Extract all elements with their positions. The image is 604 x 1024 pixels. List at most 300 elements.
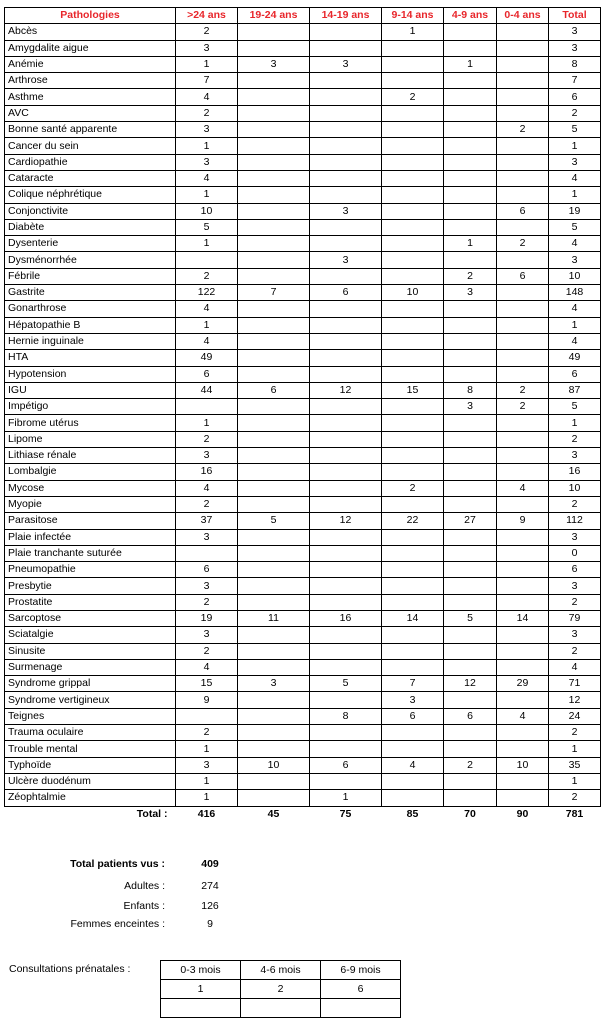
table-row (5, 529, 601, 545)
table-cell (310, 562, 382, 578)
prenatal-value-0-3: 1 (161, 980, 241, 999)
summary-patients-label: Total patients vus : (70, 858, 165, 870)
table-cell (310, 89, 382, 105)
table-cell (310, 122, 382, 138)
table-row (5, 480, 601, 496)
table-cell (497, 301, 549, 317)
table-cell: 0 (549, 545, 601, 561)
summary-enfants-row (0, 897, 604, 915)
table-cell (310, 594, 382, 610)
table-cell: 3 (549, 24, 601, 40)
total-label: Total : (136, 807, 168, 820)
pathology-name: Plaie infectée (5, 529, 176, 545)
table-row (5, 317, 601, 333)
table-cell (310, 105, 382, 121)
table-cell (497, 154, 549, 170)
table-cell: 10 (549, 480, 601, 496)
pathology-name: IGU (5, 382, 176, 398)
table-cell (382, 773, 444, 789)
table-row (5, 676, 601, 692)
pathology-name: Dysenterie (5, 236, 176, 252)
pathology-name: Lombalgie (5, 464, 176, 480)
table-cell (310, 219, 382, 235)
table-cell (444, 301, 497, 317)
table-cell (444, 24, 497, 40)
table-row (5, 24, 601, 40)
table-cell (444, 545, 497, 561)
table-cell (444, 448, 497, 464)
table-cell (238, 219, 310, 235)
table-cell: 6 (549, 89, 601, 105)
pathology-name: Gastrite (5, 285, 176, 301)
pathology-name: Trauma oculaire (5, 725, 176, 741)
table-cell: 24 (549, 708, 601, 724)
pathology-name: Presbytie (5, 578, 176, 594)
table-cell (382, 529, 444, 545)
table-cell (238, 301, 310, 317)
table-cell: 16 (176, 464, 238, 480)
table-cell (382, 415, 444, 431)
table-cell (238, 399, 310, 415)
table-cell: 6 (497, 268, 549, 284)
pathology-name: Parasitose (5, 513, 176, 529)
table-cell: 29 (497, 676, 549, 692)
table-row (5, 496, 601, 512)
table-cell (238, 708, 310, 724)
table-cell: 71 (549, 676, 601, 692)
table-cell (310, 529, 382, 545)
table-cell (310, 350, 382, 366)
table-cell (238, 366, 310, 382)
pathology-name: Arthrose (5, 73, 176, 89)
table-cell: 2 (497, 399, 549, 415)
table-cell (497, 350, 549, 366)
table-row (5, 708, 601, 724)
table-cell (444, 154, 497, 170)
table-cell (497, 285, 549, 301)
table-cell (444, 187, 497, 203)
table-cell (382, 187, 444, 203)
table-cell: 37 (176, 513, 238, 529)
table-cell: 1 (176, 236, 238, 252)
table-cell: 10 (497, 757, 549, 773)
pathology-name: Amygdalite aigue (5, 40, 176, 56)
table-row (5, 513, 601, 529)
table-cell (382, 268, 444, 284)
table-cell (497, 252, 549, 268)
pathology-name: Fibrome utérus (5, 415, 176, 431)
table-cell (382, 496, 444, 512)
table-cell: 5 (310, 676, 382, 692)
table-cell: 2 (549, 725, 601, 741)
table-cell: 19 (549, 203, 601, 219)
table-cell (382, 73, 444, 89)
table-cell (310, 268, 382, 284)
table-cell (497, 562, 549, 578)
table-row (5, 301, 601, 317)
table-cell (497, 73, 549, 89)
table-cell (382, 252, 444, 268)
pathology-name: Myopie (5, 496, 176, 512)
table-cell (382, 40, 444, 56)
table-cell: 3 (176, 627, 238, 643)
table-cell (238, 187, 310, 203)
table-cell (444, 529, 497, 545)
table-cell (310, 496, 382, 512)
table-cell: 1 (549, 415, 601, 431)
header-age-4-9: 4-9 ans (444, 8, 497, 24)
table-row (5, 252, 601, 268)
table-cell (238, 659, 310, 675)
table-cell (497, 529, 549, 545)
table-cell: 4 (497, 708, 549, 724)
table-cell: 4 (382, 757, 444, 773)
table-cell: 10 (176, 203, 238, 219)
table-cell (444, 562, 497, 578)
table-cell (310, 333, 382, 349)
table-cell: 4 (497, 480, 549, 496)
table-cell: 3 (549, 627, 601, 643)
table-cell (310, 170, 382, 186)
pathology-name: Mycose (5, 480, 176, 496)
table-cell: 2 (176, 105, 238, 121)
table-row (5, 545, 601, 561)
pathologies-body (5, 24, 601, 806)
table-cell (382, 56, 444, 72)
table-cell: 1 (176, 317, 238, 333)
table-cell: 8 (549, 56, 601, 72)
pathology-name: Gonarthrose (5, 301, 176, 317)
table-cell (382, 725, 444, 741)
table-cell: 2 (176, 24, 238, 40)
prenatal-empty-cell (161, 999, 241, 1018)
summary-femmes-value: 9 (207, 918, 213, 930)
pathology-name: Ulcère duodénum (5, 773, 176, 789)
table-row (5, 56, 601, 72)
table-cell (444, 480, 497, 496)
table-cell: 4 (176, 170, 238, 186)
table-cell: 5 (549, 399, 601, 415)
table-cell (382, 154, 444, 170)
table-cell (444, 464, 497, 480)
table-cell (238, 725, 310, 741)
table-row (5, 187, 601, 203)
table-cell (382, 122, 444, 138)
table-cell: 16 (549, 464, 601, 480)
summary-adultes-label: Adultes : (124, 880, 165, 892)
table-cell: 1 (176, 138, 238, 154)
table-cell: 44 (176, 382, 238, 398)
table-cell (176, 545, 238, 561)
table-row (5, 659, 601, 675)
table-cell (497, 56, 549, 72)
table-cell: 3 (176, 529, 238, 545)
table-cell (310, 773, 382, 789)
table-cell (238, 496, 310, 512)
table-cell (497, 790, 549, 806)
table-cell: 2 (549, 105, 601, 121)
table-cell (310, 627, 382, 643)
table-cell (238, 562, 310, 578)
table-cell: 1 (444, 56, 497, 72)
table-cell: 2 (549, 594, 601, 610)
table-cell (444, 773, 497, 789)
prenatal-header-row (161, 961, 401, 980)
table-cell (444, 659, 497, 675)
pathology-name: Colique néphrétique (5, 187, 176, 203)
table-cell (444, 578, 497, 594)
table-cell: 6 (382, 708, 444, 724)
table-cell (310, 301, 382, 317)
table-cell (444, 627, 497, 643)
table-row (5, 610, 601, 626)
summary-patients-row (0, 855, 604, 873)
table-row (5, 154, 601, 170)
table-cell (382, 741, 444, 757)
table-row (5, 350, 601, 366)
table-cell (310, 659, 382, 675)
table-cell (444, 431, 497, 447)
table-cell (310, 138, 382, 154)
pathology-name: Teignes (5, 708, 176, 724)
pathology-name: Sinusite (5, 643, 176, 659)
table-cell: 8 (310, 708, 382, 724)
table-cell (238, 317, 310, 333)
table-cell: 19 (176, 610, 238, 626)
table-cell (497, 773, 549, 789)
table-cell: 2 (444, 757, 497, 773)
table-cell (238, 105, 310, 121)
table-cell: 1 (382, 24, 444, 40)
table-cell (497, 448, 549, 464)
table-cell: 3 (176, 757, 238, 773)
table-cell (238, 73, 310, 89)
table-row (5, 122, 601, 138)
table-cell (444, 170, 497, 186)
table-row (5, 366, 601, 382)
table-cell (310, 236, 382, 252)
table-cell: 7 (382, 676, 444, 692)
pathology-name: Hypotension (5, 366, 176, 382)
table-cell: 3 (310, 56, 382, 72)
table-cell: 10 (549, 268, 601, 284)
table-cell (238, 431, 310, 447)
table-cell: 7 (176, 73, 238, 89)
table-cell (310, 725, 382, 741)
total-row (5, 806, 601, 822)
table-cell (382, 105, 444, 121)
table-cell: 3 (549, 154, 601, 170)
table-cell: 3 (310, 203, 382, 219)
table-cell: 14 (497, 610, 549, 626)
table-cell (238, 692, 310, 708)
table-cell (382, 301, 444, 317)
pathology-name: Syndrome grippal (5, 676, 176, 692)
table-cell: 4 (176, 89, 238, 105)
table-cell: 3 (549, 448, 601, 464)
table-cell: 3 (176, 448, 238, 464)
pathology-name: Prostatite (5, 594, 176, 610)
table-cell: 4 (176, 659, 238, 675)
table-cell: 8 (444, 382, 497, 398)
table-cell (310, 741, 382, 757)
pathology-name: Diabète (5, 219, 176, 235)
table-cell: 3 (310, 252, 382, 268)
table-cell: 2 (176, 496, 238, 512)
table-cell: 6 (310, 285, 382, 301)
table-row (5, 170, 601, 186)
table-row (5, 219, 601, 235)
table-row (5, 236, 601, 252)
prenatal-value-6-9: 6 (321, 980, 401, 999)
table-cell: 5 (549, 122, 601, 138)
total-cell: 416 (197, 807, 216, 820)
table-row (5, 757, 601, 773)
table-cell (382, 578, 444, 594)
table-row (5, 89, 601, 105)
table-cell (238, 252, 310, 268)
table-cell: 9 (497, 513, 549, 529)
table-cell: 2 (176, 431, 238, 447)
table-cell: 6 (549, 562, 601, 578)
table-cell: 2 (497, 236, 549, 252)
prenatal-label: Consultations prénatales : (9, 963, 131, 975)
table-cell: 1 (310, 790, 382, 806)
table-cell (238, 594, 310, 610)
table-cell (310, 480, 382, 496)
pathology-name: Hépatopathie B (5, 317, 176, 333)
table-cell (497, 170, 549, 186)
table-cell: 6 (497, 203, 549, 219)
table-cell (497, 643, 549, 659)
table-cell: 12 (310, 382, 382, 398)
table-cell: 22 (382, 513, 444, 529)
table-cell (497, 317, 549, 333)
table-row (5, 268, 601, 284)
table-cell (444, 40, 497, 56)
table-cell (238, 170, 310, 186)
table-cell (497, 725, 549, 741)
table-cell (444, 692, 497, 708)
table-cell (444, 594, 497, 610)
table-cell: 112 (549, 513, 601, 529)
table-cell: 15 (382, 382, 444, 398)
table-row (5, 562, 601, 578)
header-age-14-19: 14-19 ans (310, 8, 382, 24)
total-cell: 781 (565, 807, 584, 820)
table-cell (382, 138, 444, 154)
table-cell (310, 73, 382, 89)
table-cell (310, 545, 382, 561)
prenatal-empty-row (161, 999, 401, 1018)
table-cell: 4 (549, 333, 601, 349)
table-cell: 3 (444, 399, 497, 415)
table-cell (238, 40, 310, 56)
prenatal-value-4-6: 2 (241, 980, 321, 999)
table-cell: 3 (549, 40, 601, 56)
pathology-name: Dysménorrhée (5, 252, 176, 268)
table-cell: 10 (238, 757, 310, 773)
pathology-name: Anémie (5, 56, 176, 72)
table-cell: 1 (549, 317, 601, 333)
pathology-name: Lithiase rénale (5, 448, 176, 464)
table-cell (382, 545, 444, 561)
table-cell (497, 627, 549, 643)
pathology-name: Cardiopathie (5, 154, 176, 170)
table-cell (238, 138, 310, 154)
table-cell: 2 (382, 480, 444, 496)
table-cell (382, 350, 444, 366)
table-cell (382, 317, 444, 333)
pathology-name: Fébrile (5, 268, 176, 284)
table-cell: 6 (238, 382, 310, 398)
table-cell (497, 333, 549, 349)
table-row (5, 431, 601, 447)
table-cell: 2 (549, 790, 601, 806)
table-cell (444, 350, 497, 366)
pathology-name: Cataracte (5, 170, 176, 186)
header-age-over-24: >24 ans (176, 8, 238, 24)
table-cell: 1 (549, 741, 601, 757)
pathology-name: Hernie inguinale (5, 333, 176, 349)
total-cell: 70 (464, 807, 476, 820)
prenatal-header-4-6: 4-6 mois (241, 961, 321, 980)
table-row (5, 692, 601, 708)
table-row (5, 203, 601, 219)
pathology-name: Abcès (5, 24, 176, 40)
table-cell (238, 627, 310, 643)
table-cell: 5 (444, 610, 497, 626)
summary-adultes-row (0, 877, 604, 895)
table-row (5, 578, 601, 594)
table-cell: 12 (310, 513, 382, 529)
table-cell (497, 545, 549, 561)
table-cell: 10 (382, 285, 444, 301)
prenatal-header-6-9: 6-9 mois (321, 961, 401, 980)
table-cell (238, 529, 310, 545)
table-cell: 3 (176, 578, 238, 594)
table-cell (444, 496, 497, 512)
table-cell (176, 708, 238, 724)
table-cell: 79 (549, 610, 601, 626)
table-cell (444, 415, 497, 431)
table-cell: 1 (549, 138, 601, 154)
table-cell: 3 (176, 154, 238, 170)
header-row (5, 8, 601, 24)
table-cell (238, 773, 310, 789)
header-total: Total (549, 8, 601, 24)
table-cell: 15 (176, 676, 238, 692)
table-cell (382, 790, 444, 806)
table-cell: 12 (444, 676, 497, 692)
table-cell (444, 89, 497, 105)
table-cell: 5 (176, 219, 238, 235)
table-cell (238, 578, 310, 594)
table-cell (444, 643, 497, 659)
table-cell: 2 (549, 431, 601, 447)
table-row (5, 285, 601, 301)
prenatal-empty-cell (241, 999, 321, 1018)
total-cell: 75 (339, 807, 352, 820)
table-cell (176, 399, 238, 415)
prenatal-empty-cell (321, 999, 401, 1018)
pathology-name: Pneumopathie (5, 562, 176, 578)
table-cell: 12 (549, 692, 601, 708)
summary-adultes-value: 274 (201, 880, 219, 892)
table-cell (382, 448, 444, 464)
table-cell: 3 (549, 578, 601, 594)
table-cell (497, 594, 549, 610)
